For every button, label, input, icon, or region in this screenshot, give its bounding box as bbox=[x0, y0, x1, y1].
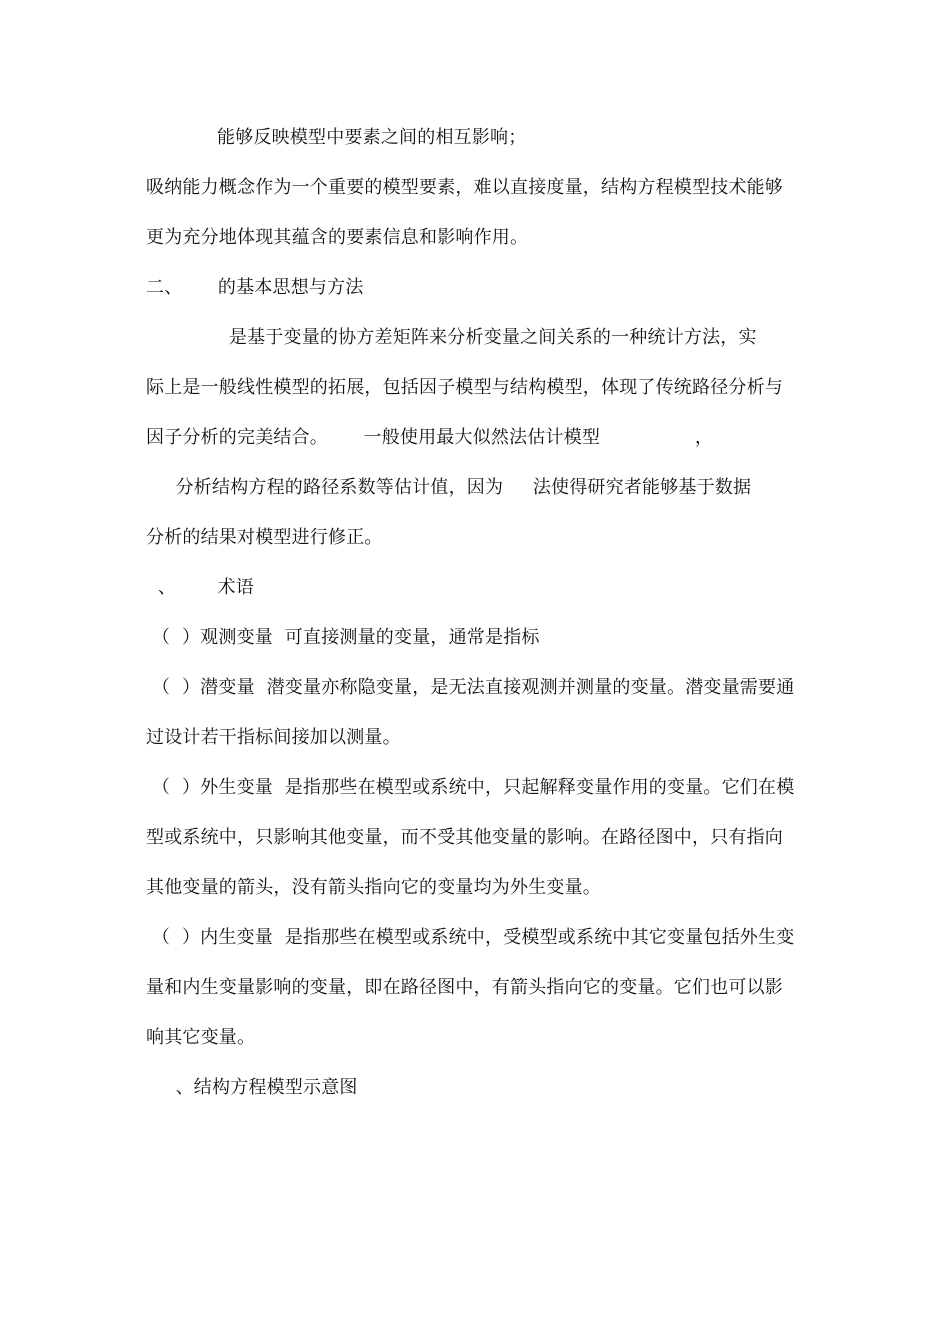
paragraph-line: 其他变量的箭头，没有箭头指向它的变量均为外生变量。 bbox=[146, 877, 601, 898]
paragraph-line: 量和内生变量影响的变量，即在路径图中，有箭头指向它的变量。它们也可以影 bbox=[146, 977, 783, 998]
term-item: （ ）观测变量 可直接测量的变量，通常是指标 bbox=[146, 627, 540, 648]
section-heading: 二、 的基本思想与方法 bbox=[146, 277, 364, 298]
paragraph-line: 型或系统中，只影响其他变量，而不受其他变量的影响。在路径图中，只有指向 bbox=[146, 827, 783, 848]
paragraph-line: 分析结构方程的路径系数等估计值，因为 法使得研究者能够基于数据 bbox=[146, 477, 752, 498]
paragraph-line: 因子分析的完美结合。 一般使用最大似然法估计模型 ， bbox=[146, 427, 714, 448]
term-item: （ ）潜变量 潜变量亦称隐变量，是无法直接观测并测量的变量。潜变量需要通 bbox=[146, 677, 795, 698]
paragraph-line: 吸纳能力概念作为一个重要的模型要素，难以直接度量，结构方程模型技术能够 bbox=[146, 177, 783, 198]
paragraph-line: 能够反映模型中要素之间的相互影响； bbox=[146, 127, 527, 148]
paragraph-line: 际上是一般线性模型的拓展，包括因子模型与结构模型，体现了传统路径分析与 bbox=[146, 377, 783, 398]
paragraph-line: 更为充分地体现其蕴含的要素信息和影响作用。 bbox=[146, 227, 529, 248]
paragraph-line: 响其它变量。 bbox=[146, 1027, 256, 1048]
paragraph-line: 过设计若干指标间接加以测量。 bbox=[146, 727, 401, 748]
paragraph-line: 分析的结果对模型进行修正。 bbox=[146, 527, 383, 548]
paragraph-line: 是基于变量的协方差矩阵来分析变量之间关系的一种统计方法，实 bbox=[146, 327, 757, 348]
section-heading: 、结构方程模型示意图 bbox=[146, 1077, 358, 1098]
section-heading: 、 术语 bbox=[146, 577, 254, 598]
term-item: （ ）外生变量 是指那些在模型或系统中，只起解释变量作用的变量。它们在模 bbox=[146, 777, 795, 798]
term-item: （ ）内生变量 是指那些在模型或系统中，受模型或系统中其它变量包括外生变 bbox=[146, 927, 795, 948]
